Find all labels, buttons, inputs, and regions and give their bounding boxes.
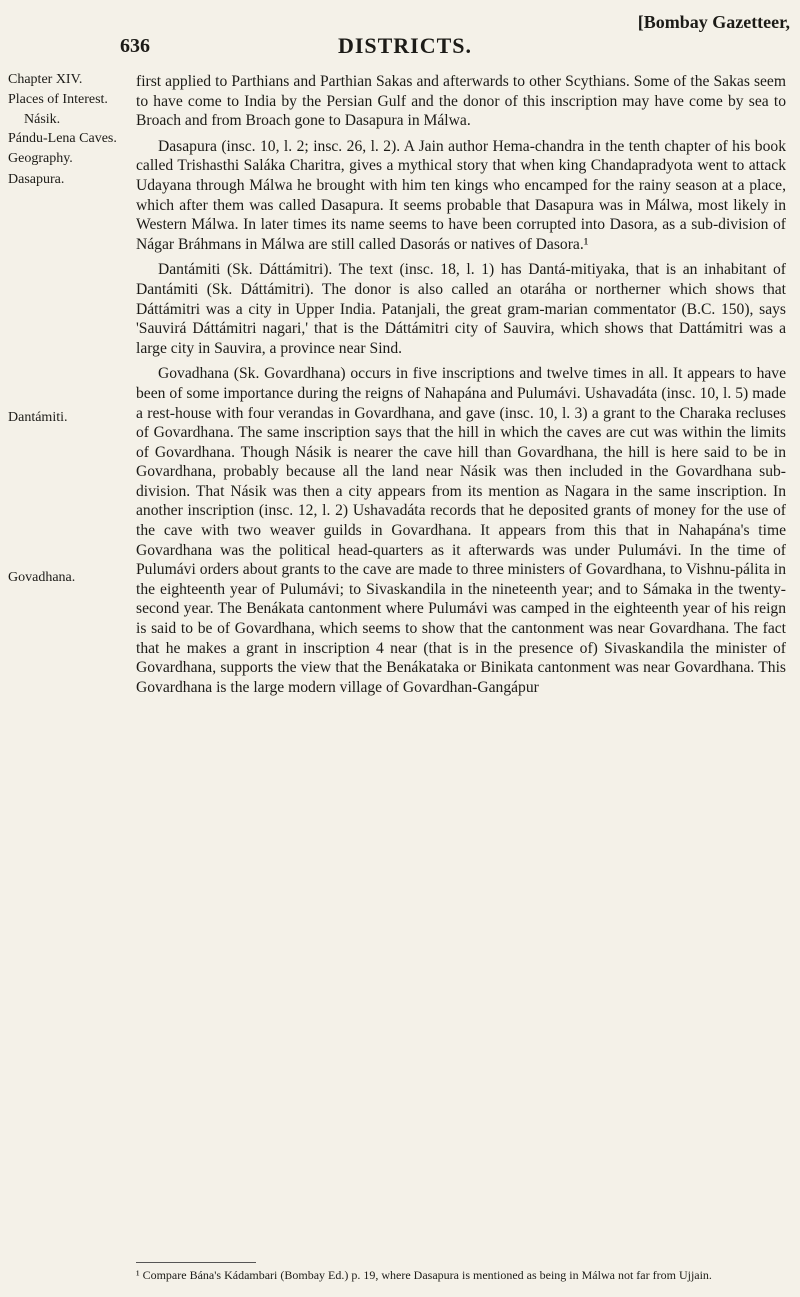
running-title: DISTRICTS. [337, 33, 473, 58]
paragraph-dasapura: Dasapura (insc. 10, l. 2; insc. 26, l. 2). A Jain author Hema-chandra in the tenth chapter of his book called Trishasthi Saláka Charitra, gives a mythical story that when king Chandapradyota went to attack Udayana through Málwa he brought with him ten kings who encamped for the rainy season at a place, which after them was called Dasapura. It seems probable that Dasapura was in Málwa, most likely in Western Málwa. In later times its name seems to have been corrupted into Dasora, as a sub-division of Nágar Bráhmans in Málwa are still called Dasorás or natives of Dasora.¹ [136, 137, 786, 253]
sidebar-dantamiti: Dantámiti. [8, 410, 68, 425]
body-text [136, 72, 786, 703]
sidebar-dasapura: Dasapura. [8, 172, 65, 187]
footnote-rule [136, 1262, 256, 1263]
sidebar-govadhana: Govadhana. [8, 570, 76, 585]
sidebar-district: Násik. [24, 112, 61, 127]
paragraph-govadhana: Govadhana (Sk. Govardhana) occurs in five inscriptions and twelve times in all. It appears to have been of some importance during the reigns of Nahapána and Pulumávi. Ushavadáta (insc. 10, l. 5) made a rest-house with four verandas in Govardhana, and gave (insc. 10, l. 3) a grant to the Charaka recluses of Govardhana. The same inscription says that the hill in which the caves are cut was within the limits of Govardhana. Though Násik is nearer the cave hill than Govardhana, the hill is here said to be in Govardhana, probably because all the land near Násik was then included in the Govardhana sub-division. That Násik was then a city appears from its mention as Nagara in the same inscription. In another inscription (insc. 12, l. 2) Ushavadáta records that he deposited grants of money for the use of the cave with two weaver guilds in Govardhana. It appears from this that in Nahapána's time Govardhana was the political head-quarters as it afterwards was under Pulumávi. In the time of Pulumávi orders about grants to the cave are made to three ministers of Govardhana, to Vishnu-pálita in the eighteenth year of Pulumávi; to Sivaskandila in the nineteenth year; and to Sámaka in the twenty-second year. The Benákata cantonment where Pulumávi was camped in the eighteenth year of his reign is said to be of Govardhana, which seems to show that the cantonment was near Govardhana. The fact that he makes a grant in inscription 4 near (that is in the presence of) Sivaskandila the minister of Govardhana, supports the view that the Benákataka or Binikata cantonment was near Govardhana. This Govardhana is the large modern village of Govardhan-Gangápur [136, 365, 786, 696]
sidebar-caves: Pándu-Lena Caves. [8, 131, 117, 146]
sidebar-places: Places of Interest. [8, 92, 108, 107]
footnote: ¹ Compare Bána's Kádambari (Bombay Ed.) p. 19, where Dasapura is mentioned as being in Málwa not far from Ujjain. [136, 1268, 712, 1282]
paragraph-intro: first applied to Parthians and Parthian Sakas and afterwards to other Scythians. Some of the Sakas seem to have come to India by the Persian Gulf and the donor of this inscription may have come by sea to Broach and from Broach gone to Dasapura in Málwa. [136, 73, 786, 130]
page-number: 636 [120, 35, 150, 57]
publication-header: [Bombay Gazetteer, [637, 12, 790, 32]
sidebar-chapter: Chapter XIV. [8, 72, 83, 87]
sidebar-geography: Geography. [8, 151, 73, 166]
paragraph-dantamiti: Dantámiti (Sk. Dáttámitri). The text (insc. 18, l. 1) has Dantá-mitiyaka, that is an inhabitant of Dantámiti (Sk. Dáttámitri). The donor is also called an otaráha or northerner which shows that Dáttámitri was a city in Upper India. Patanjali, the great gram-marian commentator (B.C. 150), says 'Sauvirá Dáttámitri nagari,' that is the Dáttámitri city of Sauvira, which shows that Dattámitri was a large city in Sauvira, a province near Sind. [136, 261, 786, 357]
